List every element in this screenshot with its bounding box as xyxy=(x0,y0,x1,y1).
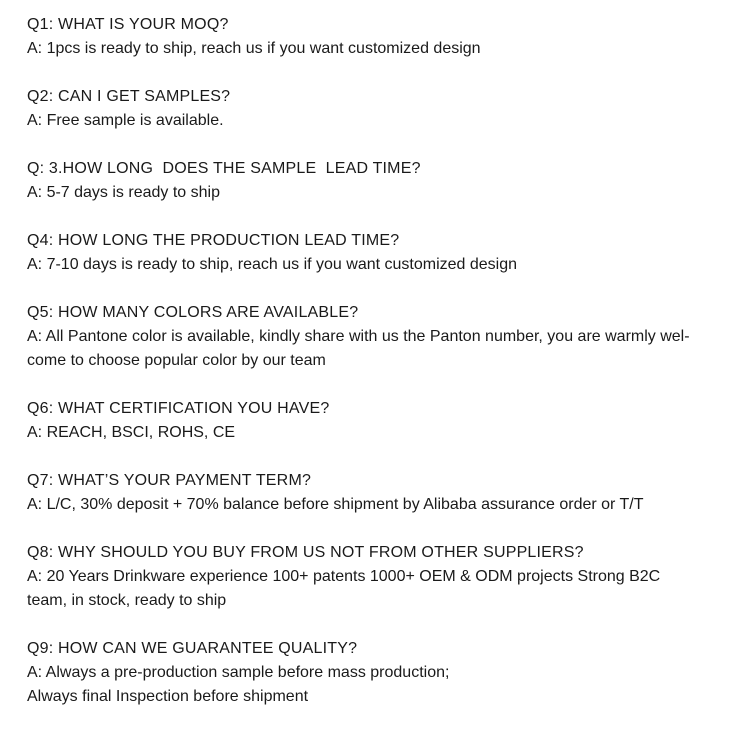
faq-question: Q7: WHAT’S YOUR PAYMENT TERM? xyxy=(27,472,312,489)
faq-answer-line: A: L/C, 30% deposit + 70% balance before shipment by Alibaba assurance order or T/T xyxy=(27,496,644,513)
faq-answer-line: A: 7-10 days is ready to ship, reach us if you want customized design xyxy=(27,256,518,273)
faq-answer-line: Always final Inspection before shipment xyxy=(27,688,309,705)
faq-question: Q4: HOW LONG THE PRODUCTION LEAD TIME? xyxy=(27,232,400,249)
faq-answer-line: A: 1pcs is ready to ship, reach us if you want customized design xyxy=(27,40,481,57)
faq-item-q4 xyxy=(27,229,727,277)
faq-answer-line: come to choose popular color by our team xyxy=(27,352,326,369)
faq-question: Q5: HOW MANY COLORS ARE AVAILABLE? xyxy=(27,304,359,321)
faq-item-q8 xyxy=(27,541,727,613)
faq-answer-line: team, in stock, ready to ship xyxy=(27,592,227,609)
faq-answer-line: A: Free sample is available. xyxy=(27,112,224,129)
faq-question: Q6: WHAT CERTIFICATION YOU HAVE? xyxy=(27,400,330,417)
faq-question: Q2: CAN I GET SAMPLES? xyxy=(27,88,231,105)
faq-item-q3 xyxy=(27,157,727,205)
faq-answer-line: A: 5-7 days is ready to ship xyxy=(27,184,220,201)
faq-item-q6 xyxy=(27,397,727,445)
faq-answer-line: A: REACH, BSCI, ROHS, CE xyxy=(27,424,236,441)
faq-question: Q: 3.HOW LONG DOES THE SAMPLE LEAD TIME? xyxy=(27,160,421,177)
faq-item-q9 xyxy=(27,637,727,709)
faq-item-q2 xyxy=(27,85,727,133)
faq-question: Q8: WHY SHOULD YOU BUY FROM US NOT FROM OTHER SUPPLIERS? xyxy=(27,544,584,561)
faq-answer-line: A: 20 Years Drinkware experience 100+ patents 1000+ OEM & ODM projects Strong B2C xyxy=(27,568,661,585)
faq-list xyxy=(27,13,727,733)
faq-question: Q9: HOW CAN WE GUARANTEE QUALITY? xyxy=(27,640,358,657)
faq-item-q7 xyxy=(27,469,727,517)
faq-question: Q1: WHAT IS YOUR MOQ? xyxy=(27,16,229,33)
faq-answer-line: A: All Pantone color is available, kindly share with us the Panton number, you are warmly wel- xyxy=(27,328,690,345)
faq-answer-line: A: Always a pre-production sample before mass production; xyxy=(27,664,450,681)
faq-item-q5 xyxy=(27,301,727,373)
faq-item-q1 xyxy=(27,13,727,61)
